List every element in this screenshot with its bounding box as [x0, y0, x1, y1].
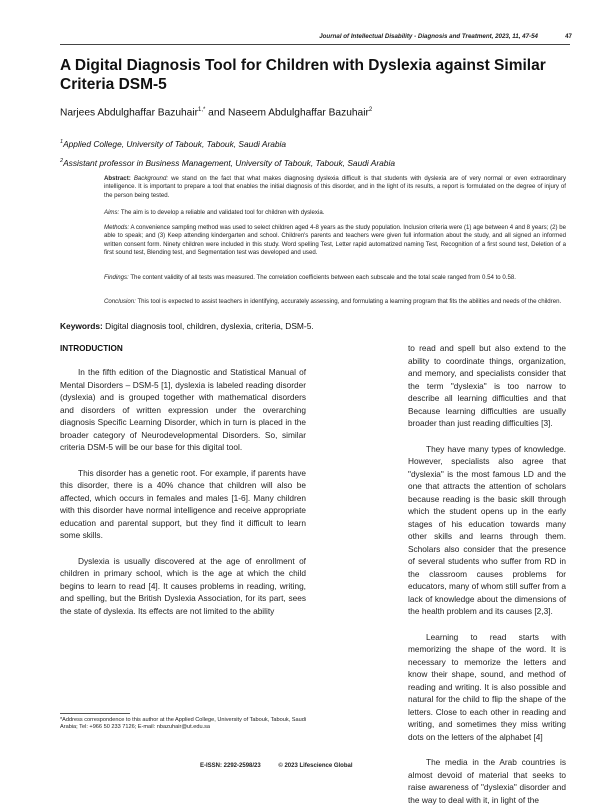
footnote-divider	[60, 713, 130, 714]
author-1: Narjees Abdulghaffar Bazuhair	[60, 107, 198, 119]
paragraph: Dyslexia is usually discovered at the age of enrollment of children in primary school, which is the age at which the child begins to learn to read [4]. It causes problems in reading, writing, and spelling, but the British Dyslexia Association, for its part, sees the state of dyslexia. Its effects are not limited to the ability	[60, 555, 306, 616]
author-line	[60, 107, 570, 118]
journal-header: Journal of Intellectual Disability - Diagnosis and Treatment, 2023, 11, 47-54	[319, 33, 538, 40]
paragraph: The media in the Arab countries is almost devoid of material that seeks to raise awareness of "dyslexia" disorder and the way to deal with it, in light of the	[408, 757, 566, 805]
author-2-affil: 2	[368, 107, 373, 113]
page-number: 47	[565, 33, 572, 40]
header-divider	[60, 44, 570, 45]
abstract-label: Abstract:	[104, 175, 131, 182]
author-conjunction: and	[205, 107, 229, 119]
abstract-conclusion: Conclusion: This tool is expected to assist teachers in identifying, accurately assessing, and formulating a learning program that fits the abilities and needs of the children.	[104, 298, 562, 305]
abstract-background: Abstract: Background: we stand on the fact that what makes diagnosing dyslexia difficult is that students with dyslexia are of very normal or even extraordinary intelligence. It is important to prepare a tool that enables the initial diagnosis of this disorder, and in the light of its results, a report is formulated on the degree of injury of the person being tested.	[104, 175, 566, 199]
paragraph: Learning to read starts with memorizing the shape of the word. It is necessary to memorize the letters and know their shape, sound, and method of reading and writing. It is also possible and natural for the child to flip the shape of the letters. Close to each other in reading and writing, and sometimes they miss writing dots on the letters of the alphabet [4]	[408, 631, 566, 742]
right-column	[408, 342, 566, 806]
paper-title: A Digital Diagnosis Tool for Children with Dyslexia against Similar Criteria DSM-5	[60, 57, 546, 93]
left-column	[60, 366, 306, 617]
paragraph: to read and spell but also extend to the ability to coordinate things, organization, and memory, and specialists consider that the term "dyslexia" is too narrow to describe all learning difficulties and that Because learning difficulties are usually broader than just reading difficulties [3].	[408, 343, 566, 428]
paragraph: In the fifth edition of the Diagnostic and Statistical Manual of Mental Disorders – DSM-5 [1], dyslexia is labeled reading disorder (dyslexia) and is grouped together with mathematical disorders and disorders of written expression under the overarching diagnosis Specific Learning Disorder, which in turn is placed in the broader category of Neurodevelopmental Disorders. So, similar criteria DSM-5 will be our base for this digital tool.	[60, 367, 306, 452]
affiliation-2: $^2$Assistant professor in Business Management, University of Tabouk, Tabouk, Saudi Arabia	[60, 158, 395, 168]
author-1-affil: 1,*	[198, 107, 206, 113]
section-heading-introduction: INTRODUCTION	[60, 344, 123, 353]
abstract-aims: Aims: The aim is to develop a reliable and validated tool for children with dyslexia.	[104, 209, 325, 216]
author-2: Naseem Abdulghaffar Bazuhair	[228, 107, 369, 119]
correspondence-footnote: *Address correspondence to this author at the Applied College, University of Tabouk, Tabouk, Saudi Arabia; Tel: +966 50 233 7126; E-mail: nbazuhair@ut.edu.sa	[60, 717, 307, 730]
keywords-label: Keywords:	[60, 321, 103, 331]
paragraph: This disorder has a genetic root. For example, if parents have this disorder, there is a 40% chance that children will also be affected, which occurs in females and males [1-6]. Many children with this disorder have normal intelligence and receive appropriate education and parental support, but they find it difficult to learn some skills.	[60, 467, 306, 540]
affiliation-1: $^1$Applied College, University of Tabouk, Tabouk, Saudi Arabia	[60, 139, 287, 149]
issn: E-ISSN: 2292-2598/23	[200, 763, 261, 769]
paragraph: They have many types of knowledge. However, specialists also agree that "dyslexia" is the most famous LD and the one that attracts the attention of scholars because reading is the basic skill through which the student opens up in the early stages of his education towards many other skills and learns through them. Scholars also consider that the presence of several students who suffer from RD in the classroom causes problems for educators, many of whom still suffer from a lack of knowledge about the dimensions of the health problem and its causes [2,3].	[408, 443, 567, 616]
abstract-findings: Findings: The content validity of all tests was measured. The correlation coefficients between each subscale and the total scale ranged from 0.54 to 0.58.	[104, 274, 516, 281]
abstract-methods: Methods: A convenience sampling method was used to select children aged 4-8 years as the study population. Inclusion criteria were (1) age between 4 and 8 years; (2) be able to speak; and (3) Keep attending kindergarten and school. Children's parents and teachers were given full information about the study, and all signed an informed written consent form. Ninety children were included in this study. Word spelling Test, Letter rapid automatized naming Test, Recognition of a first sound test, Deletion of a first sound test, Blending test, and Segmentation test was developed and used.	[104, 224, 567, 256]
page-footer	[200, 763, 460, 769]
copyright: © 2023 Lifescience Global	[278, 763, 353, 769]
keywords: Keywords: Digital diagnosis tool, children, dyslexia, criteria, DSM-5.	[60, 321, 314, 331]
